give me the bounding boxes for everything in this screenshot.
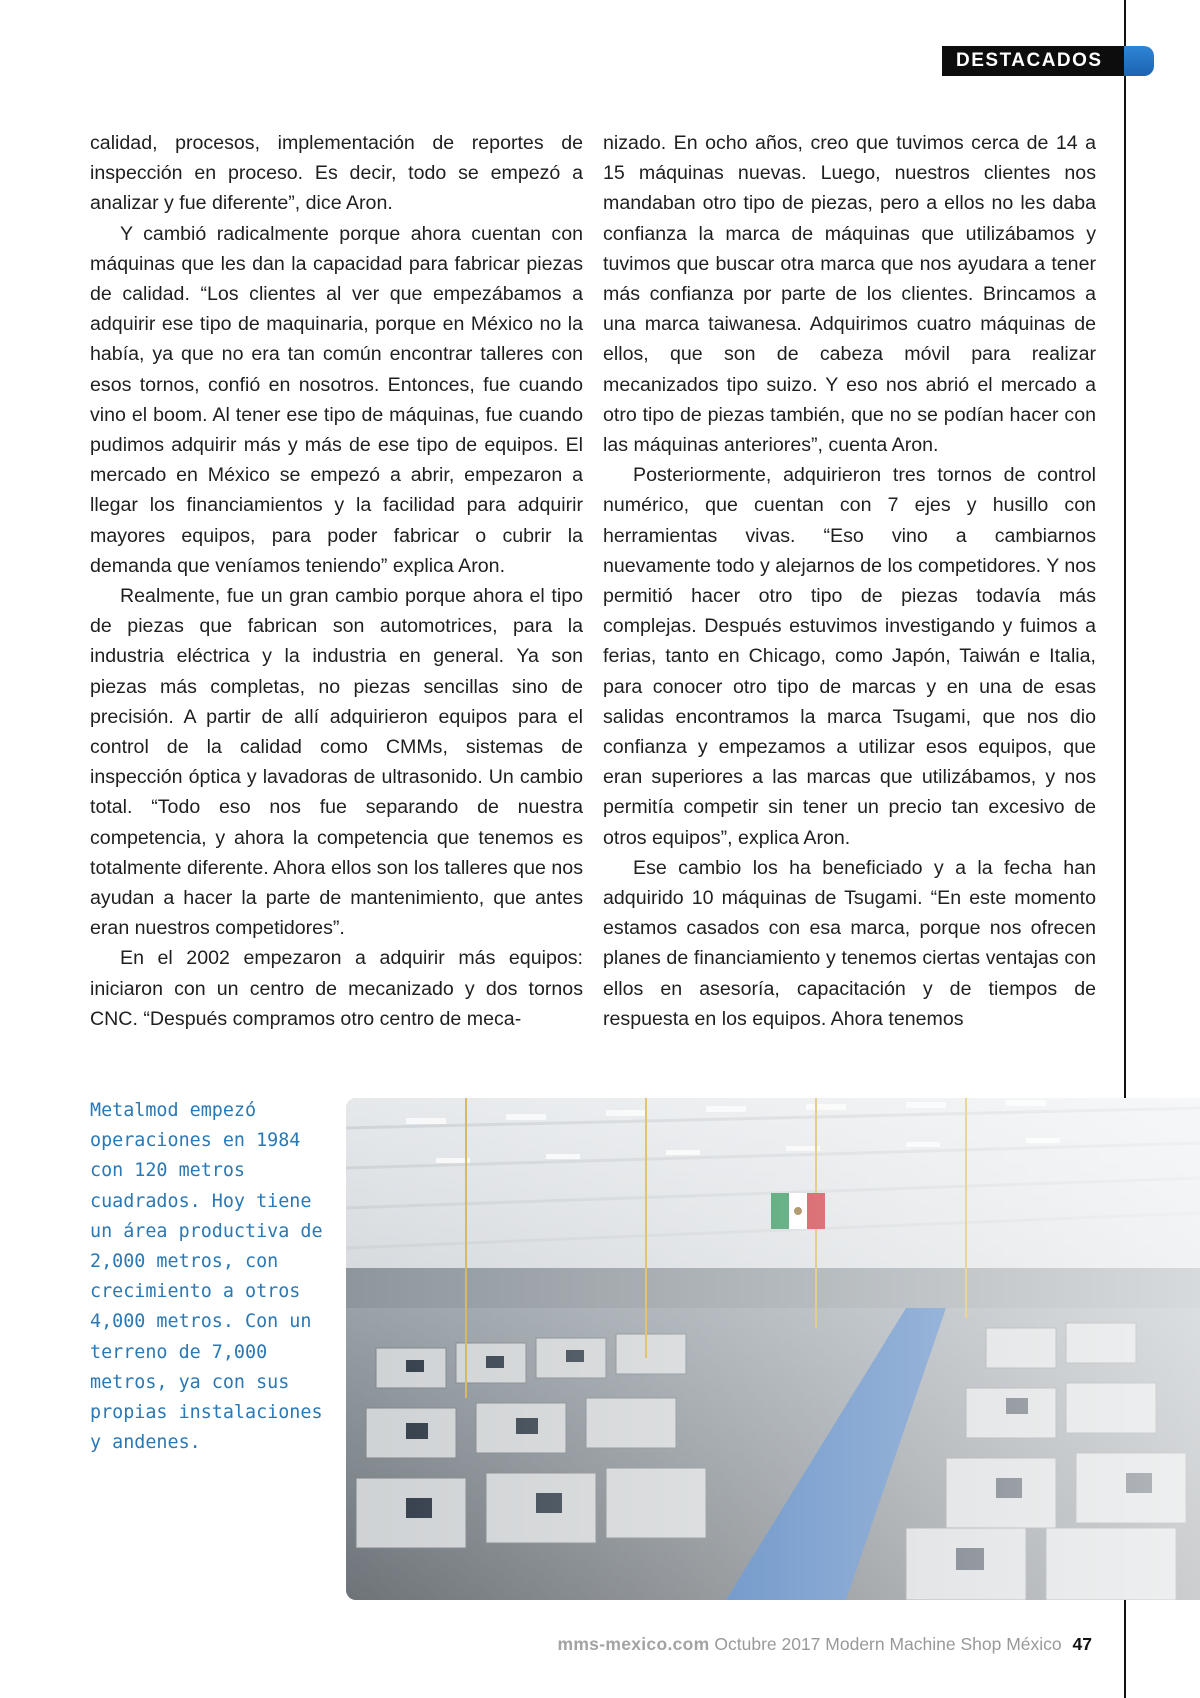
photo-caption: Metalmod empezó operaciones en 1984 con 120 metros cuadrados. Hoy tiene un área productiva de 2,000 metros, con crecimiento a otros 4,000 metros. Con un terreno de 7,000 metros, ya con sus propias instalaciones y andenes. <box>90 1100 323 1454</box>
footer-page-number: 47 <box>1072 1634 1092 1654</box>
paragraph: nizado. En ocho años, creo que tuvimos cerca de 14 a 15 máquinas nuevas. Luego, nuestros clientes nos mandaban otro tipo de piezas, pero a ellos no les daba confianza la marca de máquinas que utilizábamos y tuvimos que buscar otra marca que nos ayudara a tener más confianza por parte de los clientes. Brincamos a una marca taiwanesa. Adquirimos cuatro máquinas de ellos, que son de cabeza móvil para realizar mecanizados tipo suizo. Y eso nos abrió el mercado a otro tipo de piezas también, que no se podían hacer con las máquinas anteriores”, cuenta Aron. <box>603 132 1096 457</box>
factory-floor-photo <box>346 1098 1200 1600</box>
section-tab <box>942 46 1154 76</box>
paragraph: En el 2002 empezaron a adquirir más equipos: iniciaron con un centro de mecanizado y dos tornos CNC. “Después compramos otro centro de meca- <box>90 947 583 1030</box>
paragraph: Posteriormente, adquirieron tres tornos de control numérico, que cuentan con 7 ejes y husillo con herramientas vivas. “Eso vino a cambiarnos nuevamente todo y alejarnos de los competidores. Y nos permitió hacer otro tipo de piezas todavía más complejas. Después estuvimos investigando y fuimos a ferias, tanto en Chicago, como Japón, Taiwán e Italia, para conocer otro tipo de marcas y en una de esas salidas encontramos la marca Tsugami, que nos dio confianza y empezamos a utilizar esos equipos, que eran superiores a las marcas que utilizábamos, y nos permitía competir sin tener un precio tan excesivo de otros equipos”, explica Aron. <box>603 464 1096 849</box>
paragraph: Realmente, fue un gran cambio porque ahora el tipo de piezas que fabrican son automotrices, para la industria eléctrica y la industria en general. Ya son piezas más completas, no piezas sencillas sino de precisión. A partir de allí adquirieron equipos para el control de la calidad como CMMs, sistemas de inspección óptica y lavadoras de ultrasonido. Un cambio total. “Todo eso nos fue separando de nuestra competencia, y ahora la competencia que tenemos es totalmente diferente. Ahora ellos son los talleres que nos ayudan a hacer la parte de mantenimiento, que antes eran nuestros competidores”. <box>90 585 583 940</box>
footer-issue: Octubre 2017 Modern Machine Shop México <box>714 1634 1062 1654</box>
article-column-right <box>603 128 1096 1034</box>
article-column-left <box>90 128 583 1034</box>
page-footer <box>557 1634 1092 1655</box>
section-label: DESTACADOS <box>942 46 1124 76</box>
paragraph: Y cambió radicalmente porque ahora cuentan con máquinas que les dan la capacidad para fabricar piezas de calidad. “Los clientes al ver que empezábamos a adquirir ese tipo de maquinaria, porque en México no la había, ya que no era tan común encontrar talleres con esos tornos, confió en nosotros. Entonces, fue cuando vino el boom. Al tener ese tipo de máquinas, fue cuando pudimos adquirir más y más de ese tipo de equipos. El mercado en México se empezó a abrir, empezaron a llegar los financiamientos y la facilidad para adquirir mayores equipos, para poder fabricar o cubrir la demanda que veníamos teniendo” explica Aron. <box>90 222 583 577</box>
paragraph: calidad, procesos, implementación de reportes de inspección en proceso. Es decir, todo se empezó a analizar y fue diferente”, dice Aron. <box>90 132 583 215</box>
section-tab-accent <box>1124 46 1154 76</box>
footer-site: mms-mexico.com <box>557 1634 710 1654</box>
paragraph: Ese cambio los ha beneficiado y a la fecha han adquirido 10 máquinas de Tsugami. “En este momento estamos casados con esa marca, porque nos ofrecen planes de financiamiento y tenemos ciertas ventajas con ellos en asesoría, capacitación y de tiempos de respuesta en los equipos. Ahora tenemos <box>603 856 1096 1030</box>
